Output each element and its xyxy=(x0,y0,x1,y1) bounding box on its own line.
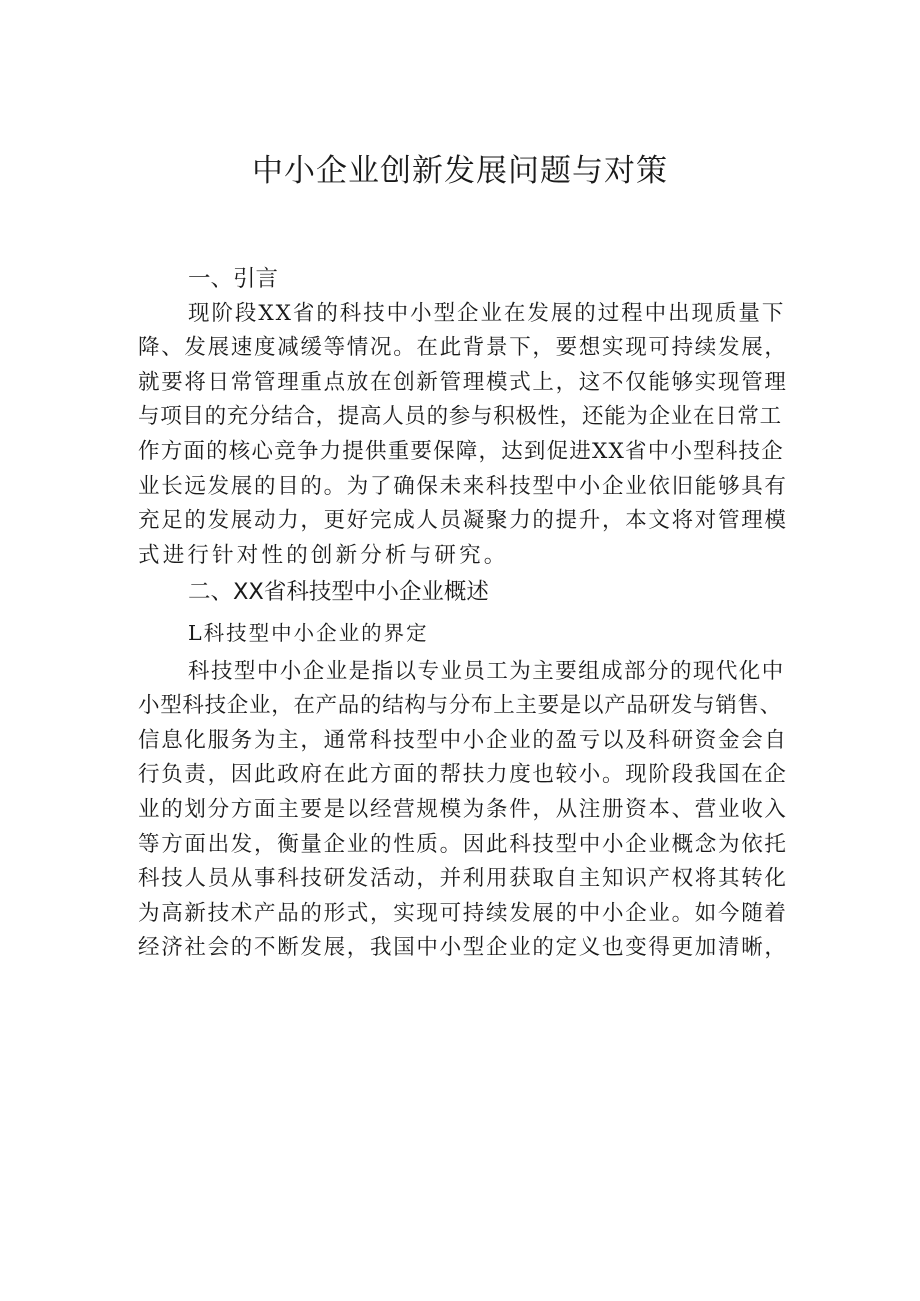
text-line: 信息化服务为主，通常科技型中小企业的盈亏以及科研资金会自 xyxy=(138,727,788,753)
text-line: 小型科技企业，在产品的结构与分布上主要是以产品研发与销售、 xyxy=(138,693,782,719)
text-line: 科技人员从事科技研发活动，并利用获取自主知识产权将其转化 xyxy=(138,866,788,892)
text-line: 降、发展速度减缓等情况。在此背景下，要想实现可持续发展， xyxy=(138,335,788,361)
text-line: 业的划分方面主要是以经营规模为条件，从注册资本、营业收入 xyxy=(138,796,788,822)
paragraph-definition xyxy=(138,655,788,966)
text-line: 行负责，因此政府在此方面的帮扶力度也较小。现阶段我国在企 xyxy=(138,762,788,788)
text-line: 为高新技术产品的形式，实现可持续发展的中小企业。如今随着 xyxy=(138,900,788,926)
text-line: 等方面出发，衡量企业的性质。因此科技型中小企业概念为依托 xyxy=(138,831,788,857)
text-line: 经济社会的不断发展，我国中小型企业的定义也变得更加清晰， xyxy=(138,935,788,961)
section-heading-introduction: 一、引言 xyxy=(188,266,279,292)
text-line: 充足的发展动力，更好完成人员凝聚力的提升，本文将对管理模 xyxy=(138,508,788,534)
document-body xyxy=(138,262,788,966)
paragraph-introduction xyxy=(138,297,788,574)
text-line: 作方面的核心竞争力提供重要保障，达到促进XX省中小型科技企 xyxy=(138,438,784,464)
text-line: 与项目的充分结合，提高人员的参与积极性，还能为企业在日常工 xyxy=(138,404,782,430)
text-line: 现阶段XX省的科技中小型企业在发展的过程中出现质量下 xyxy=(188,300,786,326)
document-title: 中小企业创新发展问题与对策 xyxy=(252,153,668,189)
text-line: 科技型中小企业是指以专业员工为主要组成部分的现代化中 xyxy=(188,658,785,684)
text-line: 业长远发展的目的。为了确保未来科技型中小企业依旧能够具有 xyxy=(138,473,788,499)
section-heading-overview: 二、XX省科技型中小企业概述 xyxy=(188,579,489,606)
text-line: 就要将日常管理重点放在创新管理模式上，这不仅能够实现管理 xyxy=(138,369,788,395)
subsection-heading-definition: L科技型中小企业的界定 xyxy=(188,620,429,645)
text-line: 式进行针对性的创新分析与研究。 xyxy=(138,542,509,568)
